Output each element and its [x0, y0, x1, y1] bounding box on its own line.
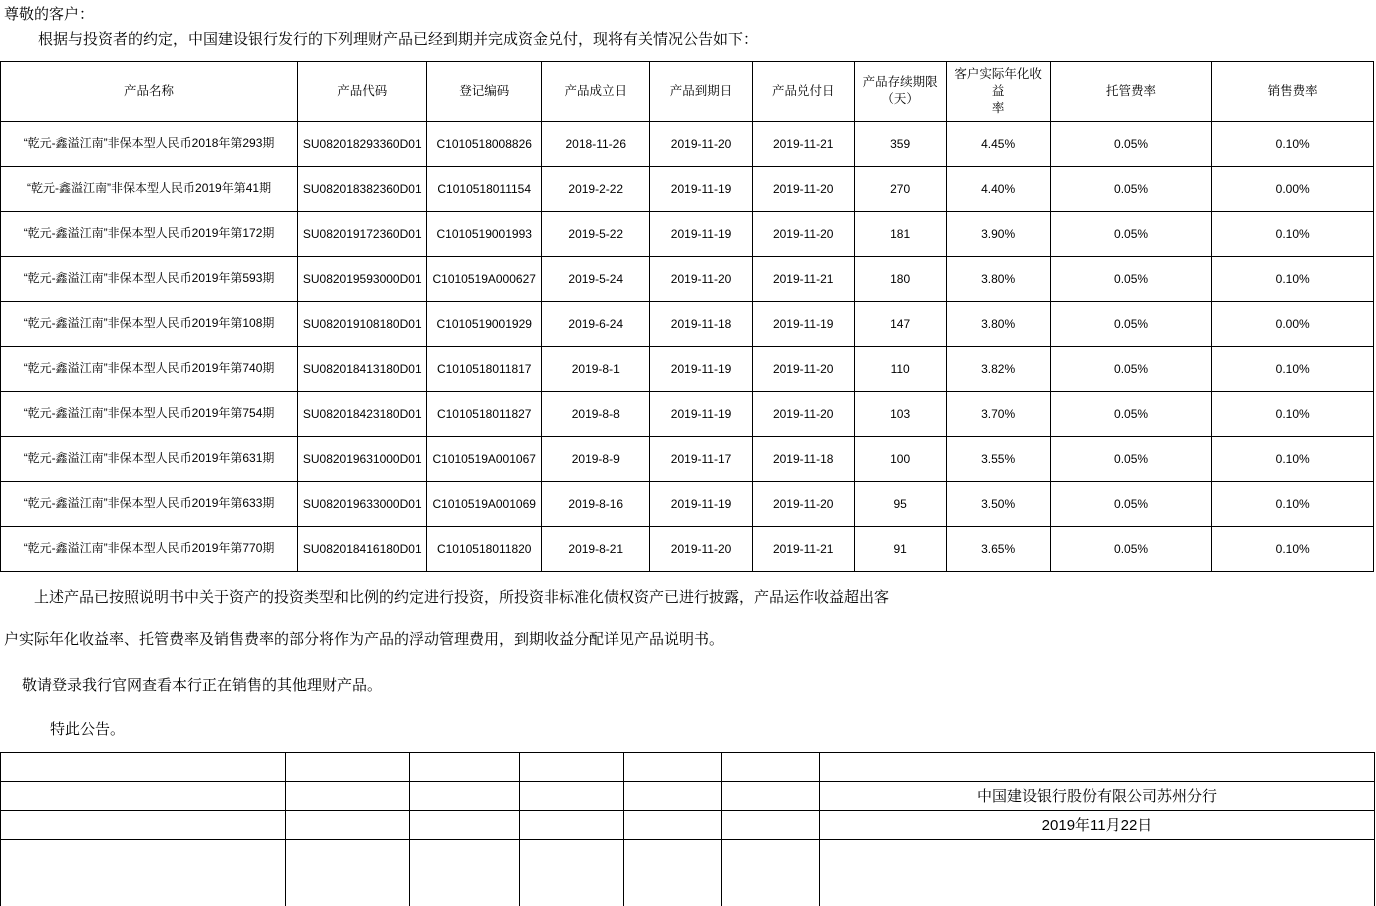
col-annual-yield-line2: 率: [991, 100, 1005, 115]
cell-custody-fee: 0.05%: [1050, 166, 1212, 211]
cell-sales-fee: 0.10%: [1212, 211, 1374, 256]
note-line-4: 特此公告。: [50, 720, 126, 738]
notes-block: [0, 572, 1376, 742]
cell-sales-fee: 0.10%: [1212, 481, 1374, 526]
cell-custody-fee: 0.05%: [1050, 526, 1212, 571]
table-body: [1, 121, 1374, 571]
col-annual-yield: [946, 62, 1050, 122]
cell-duration-days: 100: [854, 436, 946, 481]
cell-custody-fee: 0.05%: [1050, 391, 1212, 436]
table-row: [1, 346, 1374, 391]
grid-cell: [520, 810, 624, 839]
col-registration-code: 登记编码: [427, 62, 542, 122]
cell-due-date: 2019-11-20: [650, 121, 752, 166]
cell-payment-date: 2019-11-20: [752, 166, 854, 211]
cell-product-code: SU082018423180D01: [298, 391, 427, 436]
cell-due-date: 2019-11-19: [650, 166, 752, 211]
col-product-code: 产品代码: [298, 62, 427, 122]
cell-product-code: SU082018382360D01: [298, 166, 427, 211]
cell-payment-date: 2019-11-20: [752, 391, 854, 436]
cell-annual-yield: 4.45%: [946, 121, 1050, 166]
cell-registration-code: C1010519A001067: [427, 436, 542, 481]
grid-cell: [1, 781, 286, 810]
cell-registration-code: C1010519001993: [427, 211, 542, 256]
table-row: [1, 391, 1374, 436]
cell-duration-days: 103: [854, 391, 946, 436]
cell-due-date: 2019-11-19: [650, 211, 752, 256]
cell-product-name: “乾元-鑫溢江南”非保本型人民币2019年第740期: [1, 346, 298, 391]
col-product-name: 产品名称: [1, 62, 298, 122]
col-duration-days-main: 产品存续期限: [862, 75, 938, 90]
grid-row-date: [1, 810, 1375, 839]
grid-cell: [520, 781, 624, 810]
table-row: [1, 436, 1374, 481]
cell-annual-yield: 3.55%: [946, 436, 1050, 481]
col-annual-yield-line1: 客户实际年化收益: [954, 67, 1042, 98]
cell-sales-fee: 0.00%: [1212, 166, 1374, 211]
cell-product-code: SU082019108180D01: [298, 301, 427, 346]
note-line-1: 上述产品已按照说明书中关于资产的投资类型和比例的约定进行投资，所投资非标准化债权资产已进行披露，产品运作收益超出客: [34, 588, 890, 606]
grid-cell: [722, 781, 820, 810]
salutation: 尊敬的客户：: [4, 6, 95, 23]
cell-payment-date: 2019-11-20: [752, 211, 854, 256]
col-payment-date: 产品兑付日: [752, 62, 854, 122]
cell-product-name: “乾元-鑫溢江南”非保本型人民币2019年第754期: [1, 391, 298, 436]
table-row: [1, 166, 1374, 211]
cell-duration-days: 181: [854, 211, 946, 256]
cell-annual-yield: 4.40%: [946, 166, 1050, 211]
cell-custody-fee: 0.05%: [1050, 121, 1212, 166]
cell-product-name: “乾元-鑫溢江南”非保本型人民币2019年第108期: [1, 301, 298, 346]
cell-annual-yield: 3.50%: [946, 481, 1050, 526]
grid-cell: [1, 752, 286, 781]
table-row: [1, 211, 1374, 256]
grid-cell: [624, 810, 722, 839]
cell-custody-fee: 0.05%: [1050, 301, 1212, 346]
col-sales-fee: 销售费率: [1212, 62, 1374, 122]
cell-payment-date: 2019-11-18: [752, 436, 854, 481]
cell-annual-yield: 3.80%: [946, 301, 1050, 346]
table-header-row: [1, 62, 1374, 122]
cell-payment-date: 2019-11-21: [752, 526, 854, 571]
cell-sales-fee: 0.10%: [1212, 256, 1374, 301]
cell-product-name: “乾元-鑫溢江南”非保本型人民币2019年第593期: [1, 256, 298, 301]
table-row: [1, 121, 1374, 166]
cell-sales-fee: 0.10%: [1212, 391, 1374, 436]
note-line-3: 敬请登录我行官网查看本行正在销售的其他理财产品。: [22, 676, 383, 694]
cell-sales-fee: 0.10%: [1212, 121, 1374, 166]
cell-product-code: SU082018416180D01: [298, 526, 427, 571]
cell-payment-date: 2019-11-20: [752, 346, 854, 391]
cell-duration-days: 147: [854, 301, 946, 346]
col-custody-fee: 托管费率: [1050, 62, 1212, 122]
cell-start-date: 2019-2-22: [542, 166, 650, 211]
cell-product-name: “乾元-鑫溢江南”非保本型人民币2019年第633期: [1, 481, 298, 526]
cell-start-date: 2019-6-24: [542, 301, 650, 346]
grid-cell: [624, 752, 722, 781]
cell-product-code: SU082019172360D01: [298, 211, 427, 256]
cell-custody-fee: 0.05%: [1050, 481, 1212, 526]
cell-annual-yield: 3.70%: [946, 391, 1050, 436]
cell-product-code: SU082018293360D01: [298, 121, 427, 166]
grid-cell: [722, 752, 820, 781]
grid-cell: [722, 810, 820, 839]
signature-org: 中国建设银行股份有限公司苏州分行: [820, 781, 1375, 810]
table-row: [1, 301, 1374, 346]
table-header: [1, 62, 1374, 122]
cell-registration-code: C1010518011820: [427, 526, 542, 571]
cell-duration-days: 270: [854, 166, 946, 211]
grid-cell: [286, 810, 410, 839]
cell-registration-code: C1010518011817: [427, 346, 542, 391]
note-line-2: 户实际年化收益率、托管费率及销售费率的部分将作为产品的浮动管理费用，到期收益分配详见产品说明书。: [4, 630, 725, 648]
grid-cell: [410, 752, 520, 781]
cell-product-name: “乾元-鑫溢江南”非保本型人民币2019年第770期: [1, 526, 298, 571]
cell-start-date: 2018-11-26: [542, 121, 650, 166]
cell-product-name: “乾元-鑫溢江南”非保本型人民币2018年第293期: [1, 121, 298, 166]
cell-sales-fee: 0.10%: [1212, 346, 1374, 391]
cell-custody-fee: 0.05%: [1050, 211, 1212, 256]
intro-paragraph: 根据与投资者的约定，中国建设银行发行的下列理财产品已经到期并完成资金兑付，现将有关情况公告如下：: [38, 30, 759, 48]
cell-duration-days: 110: [854, 346, 946, 391]
cell-product-name: “乾元-鑫溢江南”非保本型人民币2019年第631期: [1, 436, 298, 481]
grid-cell: [410, 781, 520, 810]
col-duration-days-unit: （天）: [881, 92, 919, 107]
cell-start-date: 2019-8-16: [542, 481, 650, 526]
cell-product-code: SU082019593000D01: [298, 256, 427, 301]
grid-cell: [286, 781, 410, 810]
cell-registration-code: C1010518011154: [427, 166, 542, 211]
cell-registration-code: C1010519A000627: [427, 256, 542, 301]
cell-sales-fee: 0.00%: [1212, 301, 1374, 346]
cell-due-date: 2019-11-19: [650, 391, 752, 436]
grid-cell: [624, 781, 722, 810]
signature-date: 2019年11月22日: [820, 810, 1375, 839]
grid-cell: [820, 752, 1375, 781]
grid-cell: [410, 810, 520, 839]
cell-duration-days: 180: [854, 256, 946, 301]
cell-annual-yield: 3.80%: [946, 256, 1050, 301]
cell-start-date: 2019-5-22: [542, 211, 650, 256]
cell-registration-code: C1010518008826: [427, 121, 542, 166]
cell-due-date: 2019-11-20: [650, 526, 752, 571]
grid-cell: [286, 752, 410, 781]
grid-cell: [1, 810, 286, 839]
cell-sales-fee: 0.10%: [1212, 526, 1374, 571]
cell-product-code: SU082018413180D01: [298, 346, 427, 391]
cell-payment-date: 2019-11-20: [752, 481, 854, 526]
cell-sales-fee: 0.10%: [1212, 436, 1374, 481]
grid-row-org: [1, 781, 1375, 810]
cell-product-name: “乾元-鑫溢江南”非保本型人民币2019年第41期: [1, 166, 298, 211]
table-row: [1, 526, 1374, 571]
cell-duration-days: 91: [854, 526, 946, 571]
cell-due-date: 2019-11-19: [650, 346, 752, 391]
table-row: [1, 256, 1374, 301]
cell-due-date: 2019-11-19: [650, 481, 752, 526]
cell-registration-code: C1010519A001069: [427, 481, 542, 526]
table-row: [1, 481, 1374, 526]
products-table: [0, 61, 1374, 572]
cell-product-code: SU082019631000D01: [298, 436, 427, 481]
cell-start-date: 2019-8-21: [542, 526, 650, 571]
cell-payment-date: 2019-11-21: [752, 121, 854, 166]
cell-annual-yield: 3.82%: [946, 346, 1050, 391]
cell-start-date: 2019-8-1: [542, 346, 650, 391]
signature-grid: [0, 752, 1375, 840]
cell-custody-fee: 0.05%: [1050, 436, 1212, 481]
cell-duration-days: 95: [854, 481, 946, 526]
cell-duration-days: 359: [854, 121, 946, 166]
cell-registration-code: C1010519001929: [427, 301, 542, 346]
grid-row-blank: [1, 752, 1375, 781]
cell-start-date: 2019-8-8: [542, 391, 650, 436]
col-due-date: 产品到期日: [650, 62, 752, 122]
cell-due-date: 2019-11-17: [650, 436, 752, 481]
col-duration-days: [854, 62, 946, 122]
cell-start-date: 2019-8-9: [542, 436, 650, 481]
cell-product-code: SU082019633000D01: [298, 481, 427, 526]
cell-annual-yield: 3.65%: [946, 526, 1050, 571]
cell-registration-code: C1010518011827: [427, 391, 542, 436]
cell-annual-yield: 3.90%: [946, 211, 1050, 256]
cell-payment-date: 2019-11-19: [752, 301, 854, 346]
col-start-date: 产品成立日: [542, 62, 650, 122]
cell-product-name: “乾元-鑫溢江南”非保本型人民币2019年第172期: [1, 211, 298, 256]
intro-block: [0, 0, 1376, 51]
cell-start-date: 2019-5-24: [542, 256, 650, 301]
cell-due-date: 2019-11-20: [650, 256, 752, 301]
cell-payment-date: 2019-11-21: [752, 256, 854, 301]
grid-cell: [520, 752, 624, 781]
cell-custody-fee: 0.05%: [1050, 256, 1212, 301]
cell-due-date: 2019-11-18: [650, 301, 752, 346]
cell-custody-fee: 0.05%: [1050, 346, 1212, 391]
